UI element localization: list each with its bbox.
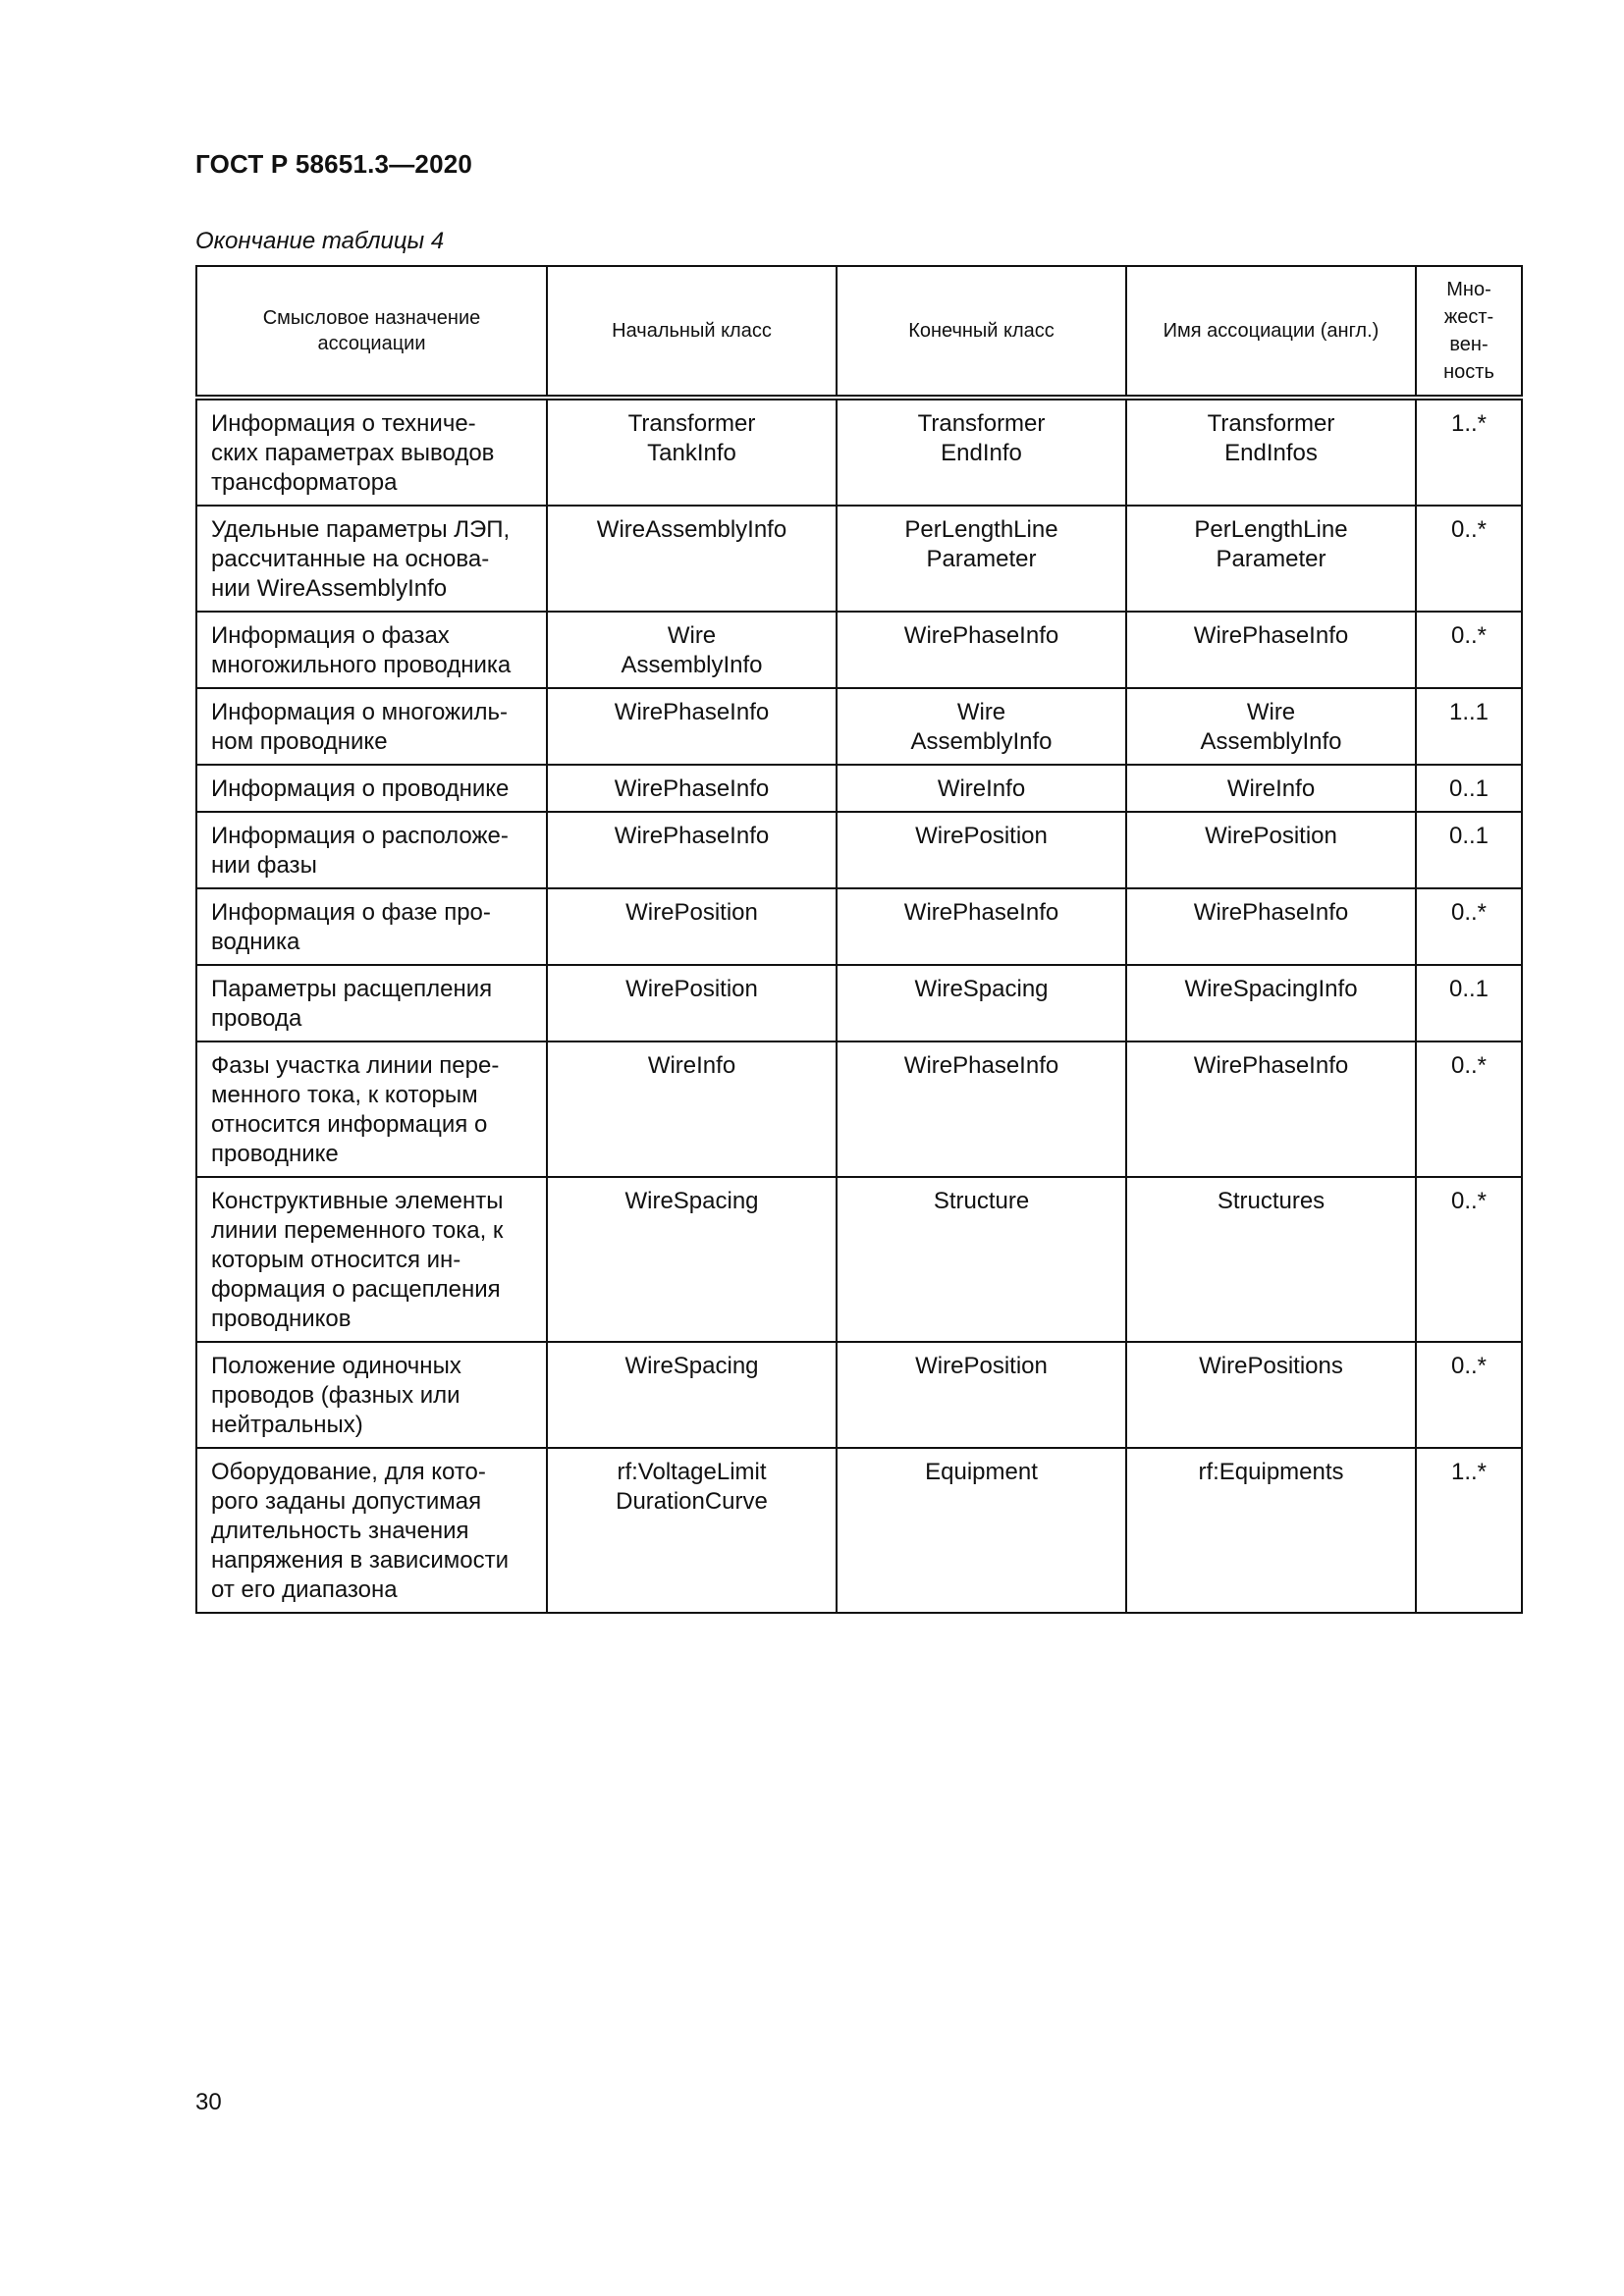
purpose-cell: Параметры расщепления провода bbox=[196, 965, 547, 1041]
association-name-cell: WirePosition bbox=[1126, 812, 1416, 888]
association-name-cell: Transformer EndInfos bbox=[1126, 398, 1416, 506]
purpose-cell: Информация о фазе про- водника bbox=[196, 888, 547, 965]
table-row bbox=[196, 506, 1522, 612]
table-row bbox=[196, 1041, 1522, 1177]
start-class-cell: WirePhaseInfo bbox=[547, 765, 837, 812]
table-caption: Окончание таблицы 4 bbox=[195, 228, 445, 254]
end-class-cell: PerLengthLine Parameter bbox=[837, 506, 1126, 612]
multiplicity-cell: 0..* bbox=[1416, 506, 1522, 612]
association-name-cell: PerLengthLine Parameter bbox=[1126, 506, 1416, 612]
page-number: 30 bbox=[195, 2089, 222, 2115]
start-class-cell: rf:VoltageLimit DurationCurve bbox=[547, 1448, 837, 1613]
end-class-cell: WirePosition bbox=[837, 1342, 1126, 1448]
column-header-purpose: Смысловое назначение ассоциации bbox=[196, 266, 547, 398]
multiplicity-cell: 0..1 bbox=[1416, 965, 1522, 1041]
column-header-association-name: Имя ассоциации (англ.) bbox=[1126, 266, 1416, 398]
document-header: ГОСТ Р 58651.3—2020 bbox=[195, 149, 473, 179]
table-row bbox=[196, 1342, 1522, 1448]
table-row bbox=[196, 688, 1522, 765]
purpose-cell: Информация о фазах многожильного проводника bbox=[196, 612, 547, 688]
table-row bbox=[196, 1448, 1522, 1613]
table-body bbox=[196, 398, 1522, 1613]
purpose-cell: Оборудование, для кото- рого заданы допустимая длительность значения напряжения в зависимости от его диапазона bbox=[196, 1448, 547, 1613]
purpose-cell: Фазы участка линии пере- менного тока, к которым относится информация о проводнике bbox=[196, 1041, 547, 1177]
column-header-multiplicity: Мно- жест- вен- ность bbox=[1416, 266, 1522, 398]
end-class-cell: WirePhaseInfo bbox=[837, 1041, 1126, 1177]
association-name-cell: Structures bbox=[1126, 1177, 1416, 1342]
end-class-cell: Transformer EndInfo bbox=[837, 398, 1126, 506]
association-name-cell: rf:Equipments bbox=[1126, 1448, 1416, 1613]
end-class-cell: WirePosition bbox=[837, 812, 1126, 888]
start-class-cell: WireInfo bbox=[547, 1041, 837, 1177]
start-class-cell: WirePhaseInfo bbox=[547, 688, 837, 765]
association-table bbox=[195, 265, 1523, 1614]
multiplicity-cell: 0..* bbox=[1416, 888, 1522, 965]
end-class-cell: WirePhaseInfo bbox=[837, 888, 1126, 965]
start-class-cell: WirePosition bbox=[547, 888, 837, 965]
start-class-cell: WirePhaseInfo bbox=[547, 812, 837, 888]
table-row bbox=[196, 398, 1522, 506]
multiplicity-cell: 0..* bbox=[1416, 612, 1522, 688]
table-row bbox=[196, 612, 1522, 688]
start-class-cell: WireSpacing bbox=[547, 1177, 837, 1342]
end-class-cell: WireInfo bbox=[837, 765, 1126, 812]
purpose-cell: Информация о расположе- нии фазы bbox=[196, 812, 547, 888]
start-class-cell: WirePosition bbox=[547, 965, 837, 1041]
end-class-cell: WireSpacing bbox=[837, 965, 1126, 1041]
multiplicity-cell: 0..* bbox=[1416, 1041, 1522, 1177]
column-header-start-class: Начальный класс bbox=[547, 266, 837, 398]
table-row bbox=[196, 765, 1522, 812]
association-name-cell: Wire AssemblyInfo bbox=[1126, 688, 1416, 765]
start-class-cell: WireAssemblyInfo bbox=[547, 506, 837, 612]
multiplicity-cell: 0..* bbox=[1416, 1342, 1522, 1448]
association-name-cell: WireInfo bbox=[1126, 765, 1416, 812]
table-row bbox=[196, 1177, 1522, 1342]
purpose-cell: Информация о техниче- ских параметрах выводов трансформатора bbox=[196, 398, 547, 506]
multiplicity-cell: 0..* bbox=[1416, 1177, 1522, 1342]
header-row bbox=[196, 266, 1522, 398]
multiplicity-cell: 0..1 bbox=[1416, 812, 1522, 888]
table-row bbox=[196, 888, 1522, 965]
purpose-cell: Конструктивные элементы линии переменного тока, к которым относится ин- формация о расщепления проводников bbox=[196, 1177, 547, 1342]
association-name-cell: WirePhaseInfo bbox=[1126, 612, 1416, 688]
column-header-end-class: Конечный класс bbox=[837, 266, 1126, 398]
purpose-cell: Информация о проводнике bbox=[196, 765, 547, 812]
multiplicity-cell: 1..* bbox=[1416, 398, 1522, 506]
start-class-cell: WireSpacing bbox=[547, 1342, 837, 1448]
purpose-cell: Положение одиночных проводов (фазных или нейтральных) bbox=[196, 1342, 547, 1448]
association-name-cell: WirePhaseInfo bbox=[1126, 888, 1416, 965]
association-name-cell: WirePhaseInfo bbox=[1126, 1041, 1416, 1177]
end-class-cell: WirePhaseInfo bbox=[837, 612, 1126, 688]
end-class-cell: Structure bbox=[837, 1177, 1126, 1342]
start-class-cell: Wire AssemblyInfo bbox=[547, 612, 837, 688]
multiplicity-cell: 1..* bbox=[1416, 1448, 1522, 1613]
purpose-cell: Информация о многожиль- ном проводнике bbox=[196, 688, 547, 765]
association-name-cell: WirePositions bbox=[1126, 1342, 1416, 1448]
start-class-cell: Transformer TankInfo bbox=[547, 398, 837, 506]
end-class-cell: Equipment bbox=[837, 1448, 1126, 1613]
multiplicity-cell: 0..1 bbox=[1416, 765, 1522, 812]
table-header bbox=[196, 266, 1522, 398]
association-name-cell: WireSpacingInfo bbox=[1126, 965, 1416, 1041]
purpose-cell: Удельные параметры ЛЭП, рассчитанные на основа- нии WireAssemblyInfo bbox=[196, 506, 547, 612]
multiplicity-cell: 1..1 bbox=[1416, 688, 1522, 765]
table-row bbox=[196, 965, 1522, 1041]
table-row bbox=[196, 812, 1522, 888]
end-class-cell: Wire AssemblyInfo bbox=[837, 688, 1126, 765]
